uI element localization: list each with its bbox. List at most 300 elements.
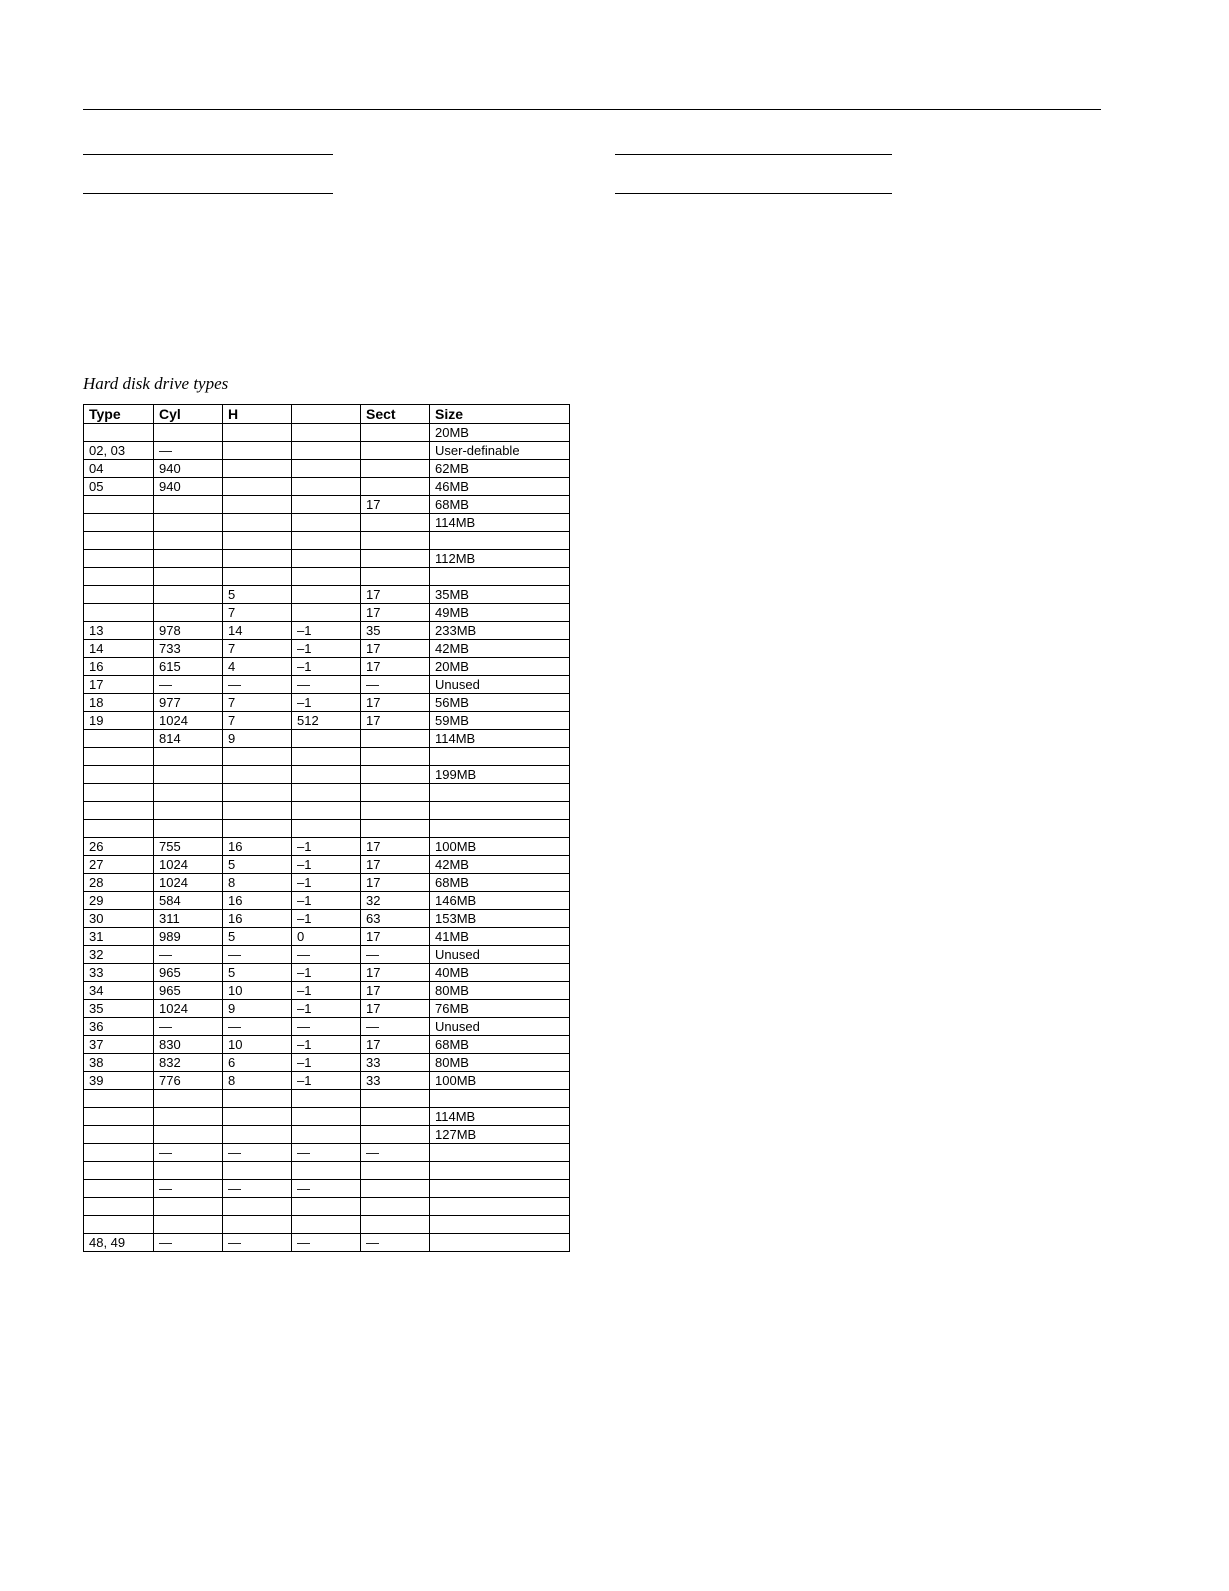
table-cell: 02, 03 (84, 442, 154, 460)
table-cell (361, 784, 430, 802)
table-row (84, 1126, 570, 1144)
table-cell (361, 1162, 430, 1180)
table-cell: 35 (84, 1000, 154, 1018)
table-cell: –1 (292, 658, 361, 676)
table-cell (292, 1126, 361, 1144)
table-cell (361, 1126, 430, 1144)
table-cell: 755 (154, 838, 223, 856)
table-cell (361, 802, 430, 820)
table-row (84, 550, 570, 568)
table-cell (223, 568, 292, 586)
table-cell (223, 1126, 292, 1144)
table-cell: User-definable (430, 442, 570, 460)
table-row (84, 424, 570, 442)
table-cell (154, 1126, 223, 1144)
table-cell: 814 (154, 730, 223, 748)
table-cell (154, 604, 223, 622)
table-row (84, 514, 570, 532)
table-cell: 9 (223, 730, 292, 748)
table-cell: 30 (84, 910, 154, 928)
table-cell (361, 1090, 430, 1108)
table-cell: 584 (154, 892, 223, 910)
table-cell (154, 1108, 223, 1126)
table-cell (84, 1198, 154, 1216)
table-cell (223, 1090, 292, 1108)
table-cell: Unused (430, 676, 570, 694)
table-cell: 17 (361, 604, 430, 622)
table-cell: 615 (154, 658, 223, 676)
table-cell: 32 (361, 892, 430, 910)
table-cell: 59MB (430, 712, 570, 730)
table-row (84, 1108, 570, 1126)
table-cell (292, 460, 361, 478)
table-cell (154, 424, 223, 442)
table-cell (84, 1144, 154, 1162)
table-row (84, 1054, 570, 1072)
table-cell (361, 532, 430, 550)
table-cell: — (154, 676, 223, 694)
table-cell: 34 (84, 982, 154, 1000)
left-field-line-2 (83, 193, 333, 194)
table-row (84, 640, 570, 658)
table-cell (84, 532, 154, 550)
table-cell (223, 442, 292, 460)
table-cell: — (361, 1144, 430, 1162)
table-cell: — (292, 1180, 361, 1198)
table-cell: –1 (292, 910, 361, 928)
table-cell: 5 (223, 964, 292, 982)
table-cell: 17 (361, 964, 430, 982)
table-cell: 39 (84, 1072, 154, 1090)
table-cell (154, 1090, 223, 1108)
table-cell: 17 (361, 856, 430, 874)
table-cell: — (361, 676, 430, 694)
table-cell: 04 (84, 460, 154, 478)
table-row (84, 730, 570, 748)
table-cell (223, 784, 292, 802)
table-cell: 19 (84, 712, 154, 730)
table-cell: — (154, 1180, 223, 1198)
table-caption: Hard disk drive types (83, 374, 229, 393)
table-cell (223, 1198, 292, 1216)
table-cell (361, 1198, 430, 1216)
table-cell (430, 784, 570, 802)
table-cell: 42MB (430, 856, 570, 874)
table-cell (84, 1126, 154, 1144)
table-cell (154, 820, 223, 838)
table-cell: 5 (223, 928, 292, 946)
table-cell (292, 604, 361, 622)
table-row (84, 532, 570, 550)
table-cell (154, 784, 223, 802)
table-cell (223, 532, 292, 550)
table-cell: 5 (223, 856, 292, 874)
table-cell (361, 1180, 430, 1198)
table-cell (84, 766, 154, 784)
table-cell: –1 (292, 694, 361, 712)
table-cell (223, 424, 292, 442)
table-cell (223, 1162, 292, 1180)
table-cell: 16 (84, 658, 154, 676)
table-cell (223, 820, 292, 838)
table-cell (84, 730, 154, 748)
table-cell: 114MB (430, 730, 570, 748)
table-cell: 199MB (430, 766, 570, 784)
table-cell: 153MB (430, 910, 570, 928)
column-header: H (223, 405, 292, 424)
table-cell: 17 (361, 658, 430, 676)
table-cell (223, 748, 292, 766)
table-cell: 127MB (430, 1126, 570, 1144)
table-cell: — (292, 1144, 361, 1162)
table-cell (84, 1162, 154, 1180)
table-cell: — (361, 1018, 430, 1036)
table-row (84, 712, 570, 730)
table-row (84, 622, 570, 640)
table-cell: 100MB (430, 1072, 570, 1090)
table-cell: 33 (361, 1072, 430, 1090)
table-cell (292, 730, 361, 748)
table-cell (154, 1162, 223, 1180)
table-cell (84, 568, 154, 586)
table-cell: 35MB (430, 586, 570, 604)
table-cell: –1 (292, 856, 361, 874)
table-cell: 62MB (430, 460, 570, 478)
table-cell (223, 478, 292, 496)
table-row (84, 1072, 570, 1090)
table-cell (430, 748, 570, 766)
table-cell: 17 (84, 676, 154, 694)
table-cell: 40MB (430, 964, 570, 982)
table-cell: –1 (292, 982, 361, 1000)
table-cell: — (223, 1180, 292, 1198)
table-row (84, 892, 570, 910)
table-cell: 17 (361, 874, 430, 892)
table-cell: –1 (292, 1036, 361, 1054)
table-cell: –1 (292, 838, 361, 856)
table-row (84, 460, 570, 478)
table-cell: 1024 (154, 874, 223, 892)
table-cell: — (223, 1018, 292, 1036)
table-cell: — (223, 676, 292, 694)
table-cell (223, 514, 292, 532)
table-cell: — (154, 1018, 223, 1036)
table-cell (361, 1216, 430, 1234)
table-cell: 8 (223, 1072, 292, 1090)
table-row (84, 478, 570, 496)
table-cell (84, 424, 154, 442)
table-cell: –1 (292, 640, 361, 658)
table-cell: 1024 (154, 1000, 223, 1018)
table-cell (84, 784, 154, 802)
table-row (84, 1000, 570, 1018)
table-cell (361, 442, 430, 460)
table-cell (84, 550, 154, 568)
table-cell (84, 1216, 154, 1234)
column-header: Size (430, 405, 570, 424)
table-cell: Unused (430, 946, 570, 964)
table-cell: –1 (292, 622, 361, 640)
table-cell (154, 568, 223, 586)
table-cell (292, 550, 361, 568)
table-row (84, 748, 570, 766)
table-cell: — (292, 946, 361, 964)
table-cell: 38 (84, 1054, 154, 1072)
table-cell: 46MB (430, 478, 570, 496)
table-cell: — (292, 1234, 361, 1252)
table-cell: 17 (361, 712, 430, 730)
table-cell (84, 748, 154, 766)
table-cell: 33 (84, 964, 154, 982)
table-cell: 20MB (430, 424, 570, 442)
table-cell (292, 514, 361, 532)
table-cell (292, 748, 361, 766)
left-field-line-1 (83, 154, 333, 155)
table-cell (223, 496, 292, 514)
table-row (84, 442, 570, 460)
table-cell (361, 748, 430, 766)
table-row (84, 820, 570, 838)
table-cell (430, 820, 570, 838)
table-cell (154, 1198, 223, 1216)
table-row (84, 658, 570, 676)
table-row (84, 928, 570, 946)
table-cell (223, 550, 292, 568)
table-cell (361, 550, 430, 568)
table-cell (154, 766, 223, 784)
table-cell (84, 496, 154, 514)
table-cell: 10 (223, 982, 292, 1000)
table-cell: –1 (292, 1000, 361, 1018)
table-cell: 16 (223, 892, 292, 910)
table-cell: — (154, 442, 223, 460)
table-cell: 14 (223, 622, 292, 640)
table-cell: 233MB (430, 622, 570, 640)
table-cell (430, 1234, 570, 1252)
column-header: Cyl (154, 405, 223, 424)
table-cell (292, 442, 361, 460)
table-row (84, 802, 570, 820)
table-cell (361, 424, 430, 442)
table-cell: 17 (361, 838, 430, 856)
table-cell (361, 1108, 430, 1126)
table-row (84, 586, 570, 604)
table-cell: 978 (154, 622, 223, 640)
table-cell: — (154, 1144, 223, 1162)
table-cell (292, 1162, 361, 1180)
table-cell: 100MB (430, 838, 570, 856)
table-cell: 80MB (430, 1054, 570, 1072)
table-cell (292, 1216, 361, 1234)
table-cell (430, 1180, 570, 1198)
table-cell (430, 1216, 570, 1234)
table-cell (84, 1108, 154, 1126)
table-cell (154, 550, 223, 568)
table-cell: 989 (154, 928, 223, 946)
table-cell: –1 (292, 964, 361, 982)
table-cell: Unused (430, 1018, 570, 1036)
table-cell: 733 (154, 640, 223, 658)
table-row (84, 1036, 570, 1054)
table-row (84, 604, 570, 622)
table-cell: 6 (223, 1054, 292, 1072)
table-cell: 7 (223, 712, 292, 730)
table-row (84, 496, 570, 514)
table-cell (430, 1090, 570, 1108)
table-cell: 7 (223, 604, 292, 622)
table-cell (292, 532, 361, 550)
table-header-row (84, 405, 570, 424)
table-cell (361, 514, 430, 532)
right-field-line-1 (615, 154, 892, 155)
table-cell: 68MB (430, 496, 570, 514)
table-cell (430, 532, 570, 550)
column-header: Type (84, 405, 154, 424)
table-cell (292, 478, 361, 496)
table-cell: 17 (361, 640, 430, 658)
table-cell: 940 (154, 460, 223, 478)
table-cell: 16 (223, 838, 292, 856)
table-cell: 10 (223, 1036, 292, 1054)
table-cell: 13 (84, 622, 154, 640)
table-cell: 5 (223, 586, 292, 604)
table-cell: 37 (84, 1036, 154, 1054)
table-cell (223, 1108, 292, 1126)
table-cell (430, 568, 570, 586)
table-cell (292, 1090, 361, 1108)
table-cell: — (223, 1144, 292, 1162)
table-cell: 80MB (430, 982, 570, 1000)
table-row (84, 1234, 570, 1252)
table-row (84, 676, 570, 694)
table-cell: 311 (154, 910, 223, 928)
table-cell: 512 (292, 712, 361, 730)
table-cell (292, 766, 361, 784)
table-cell: 28 (84, 874, 154, 892)
table-cell: — (361, 946, 430, 964)
table-cell: — (223, 946, 292, 964)
table-cell: 17 (361, 586, 430, 604)
table-row (84, 1198, 570, 1216)
table-row (84, 1018, 570, 1036)
table-cell: 0 (292, 928, 361, 946)
right-field-line-2 (615, 193, 892, 194)
table-cell: 7 (223, 694, 292, 712)
table-cell: 4 (223, 658, 292, 676)
table-cell (154, 514, 223, 532)
table-row (84, 694, 570, 712)
table-cell: 41MB (430, 928, 570, 946)
table-cell: 112MB (430, 550, 570, 568)
table-cell: — (292, 1018, 361, 1036)
table-cell: 17 (361, 1036, 430, 1054)
table-cell: 76MB (430, 1000, 570, 1018)
table-cell: 35 (361, 622, 430, 640)
table-cell (154, 1216, 223, 1234)
table-cell: 20MB (430, 658, 570, 676)
table-cell: 17 (361, 982, 430, 1000)
table-cell: — (154, 1234, 223, 1252)
table-cell (292, 1108, 361, 1126)
table-row (84, 568, 570, 586)
table-cell: — (223, 1234, 292, 1252)
table-cell (84, 514, 154, 532)
table-cell: 17 (361, 694, 430, 712)
table-cell: 17 (361, 1000, 430, 1018)
table-cell: 36 (84, 1018, 154, 1036)
table-cell: 27 (84, 856, 154, 874)
table-cell (430, 802, 570, 820)
table-cell: — (292, 676, 361, 694)
table-cell: 977 (154, 694, 223, 712)
table-row (84, 784, 570, 802)
table-cell (154, 748, 223, 766)
table-cell: 49MB (430, 604, 570, 622)
table-row (84, 856, 570, 874)
table-cell (154, 496, 223, 514)
table-row (84, 1144, 570, 1162)
table-cell (292, 784, 361, 802)
table-cell (292, 424, 361, 442)
table-cell (84, 820, 154, 838)
table-cell: 18 (84, 694, 154, 712)
table-cell (292, 586, 361, 604)
table-cell (292, 496, 361, 514)
table-cell: 29 (84, 892, 154, 910)
table-cell (361, 766, 430, 784)
table-cell (154, 532, 223, 550)
table-cell: 832 (154, 1054, 223, 1072)
table-row (84, 964, 570, 982)
table-cell: 33 (361, 1054, 430, 1072)
table-cell (154, 802, 223, 820)
table-cell (292, 802, 361, 820)
table-cell (361, 730, 430, 748)
table-cell: 7 (223, 640, 292, 658)
table-cell: 14 (84, 640, 154, 658)
table-cell: 31 (84, 928, 154, 946)
table-cell: 17 (361, 928, 430, 946)
table-cell (154, 586, 223, 604)
table-cell (292, 568, 361, 586)
table-row (84, 1180, 570, 1198)
table-cell (84, 586, 154, 604)
table-cell: 42MB (430, 640, 570, 658)
table-cell: 776 (154, 1072, 223, 1090)
table-cell: 146MB (430, 892, 570, 910)
table-cell (430, 1144, 570, 1162)
table-cell: 68MB (430, 874, 570, 892)
table-row (84, 1216, 570, 1234)
table-cell: 26 (84, 838, 154, 856)
table-cell (223, 1216, 292, 1234)
table-cell: 56MB (430, 694, 570, 712)
table-cell: 965 (154, 982, 223, 1000)
table-row (84, 982, 570, 1000)
table-cell: 48, 49 (84, 1234, 154, 1252)
table-cell: –1 (292, 874, 361, 892)
table-cell (361, 478, 430, 496)
table-cell: 32 (84, 946, 154, 964)
table-cell: 965 (154, 964, 223, 982)
table-cell (223, 766, 292, 784)
table-cell: 17 (361, 496, 430, 514)
table-cell: — (154, 946, 223, 964)
table-row (84, 1162, 570, 1180)
table-cell: 63 (361, 910, 430, 928)
column-header (292, 405, 361, 424)
table-cell: 68MB (430, 1036, 570, 1054)
